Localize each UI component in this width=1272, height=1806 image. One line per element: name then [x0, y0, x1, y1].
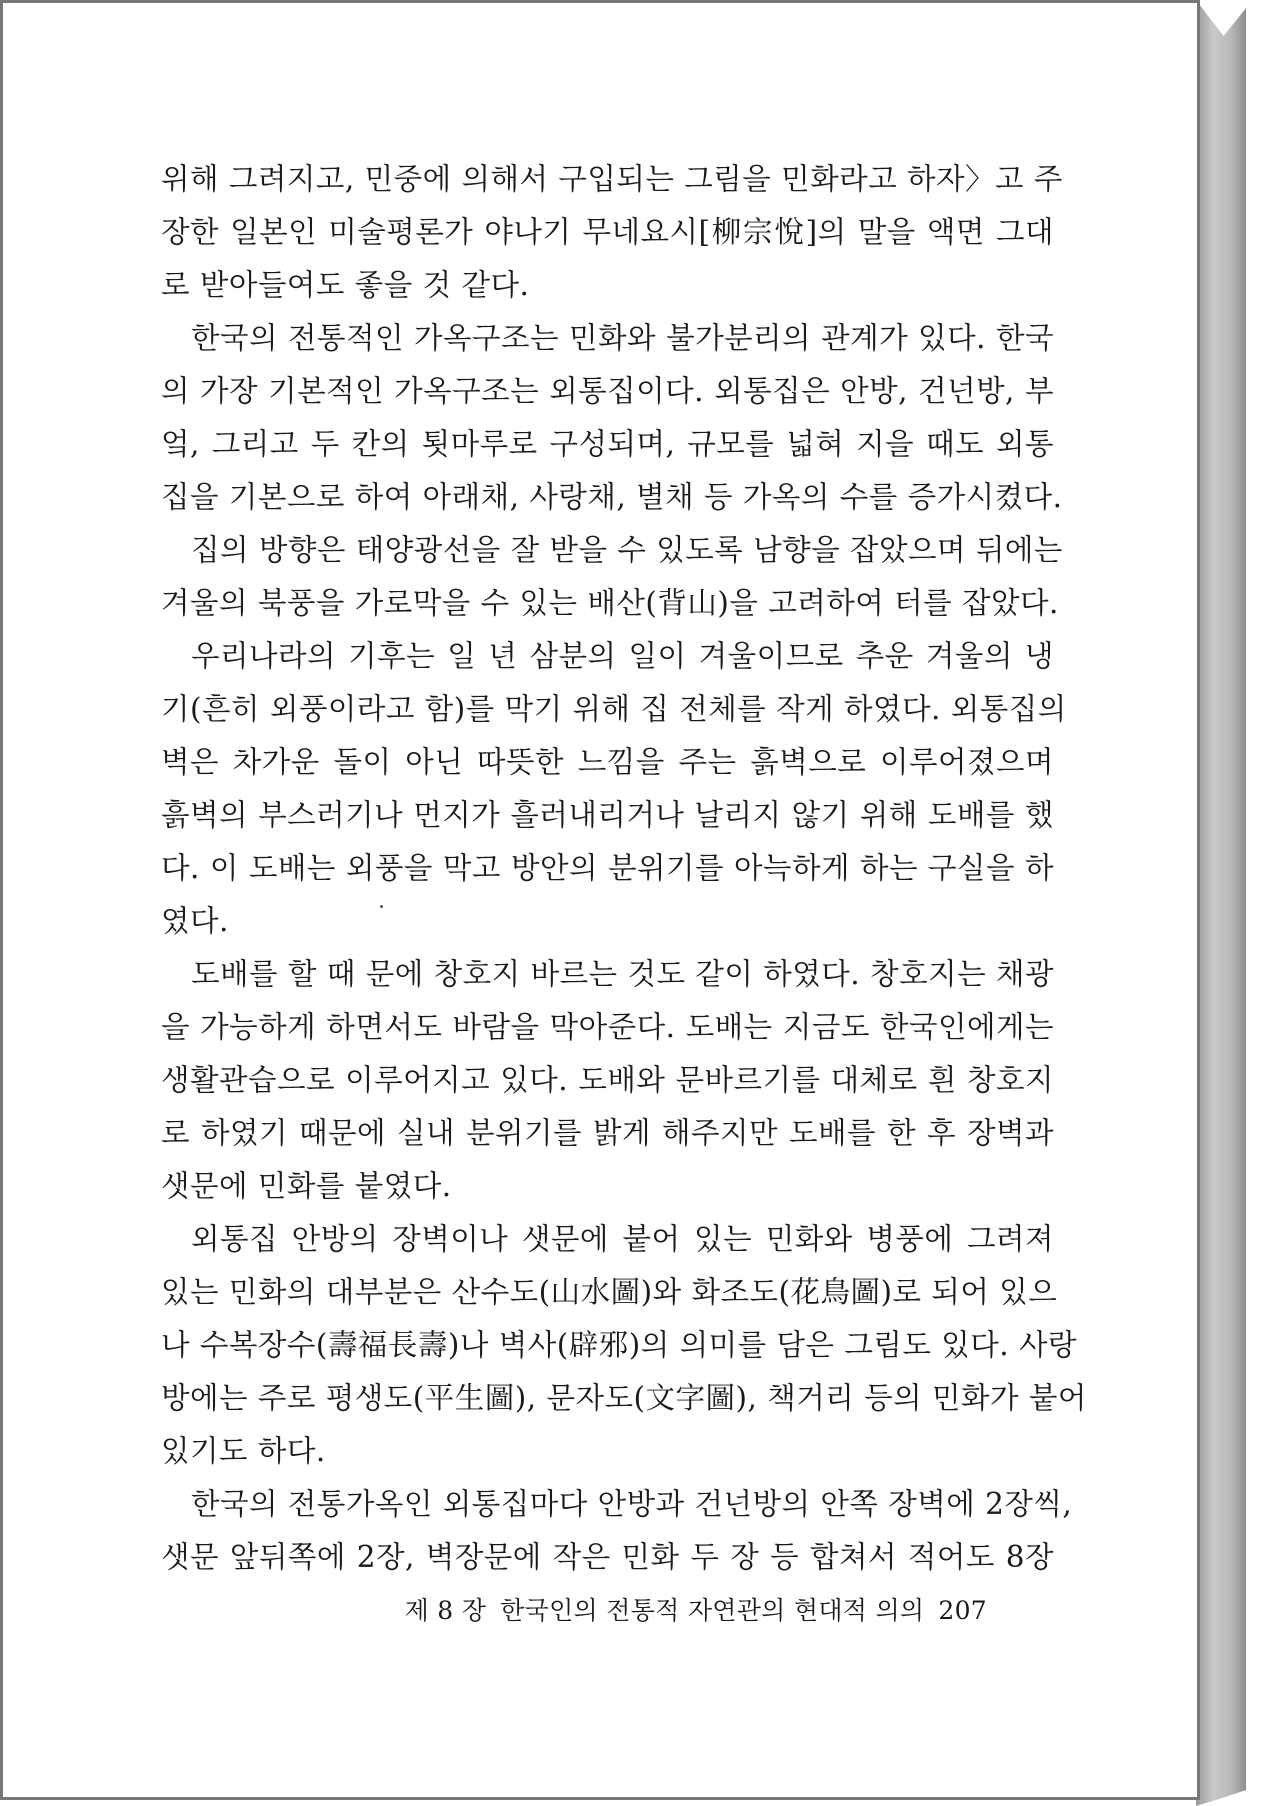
text-line: 로 받아들여도 좋을 것 같다. [161, 268, 530, 302]
text-line: 을 가능하게 하면서도 바람을 막아준다. 도배는 지금도 한국인에게는 [161, 1010, 1054, 1044]
text-line: 장한 일본인 미술평론가 야나기 무네요시[柳宗悅]의 말을 액면 그대 [161, 215, 1054, 249]
text-line: 있기도 하다. [161, 1434, 326, 1468]
paragraph-first-line: 한국의 전통적인 가옥구조는 민화와 불가분리의 관계가 있다. 한국 [191, 321, 1054, 355]
running-footer [391, 1591, 987, 1627]
page-body [161, 153, 1087, 1584]
text-line: 샛문 앞뒤쪽에 2장, 벽장문에 작은 민화 두 장 등 합쳐서 적어도 8장 [161, 1540, 1054, 1574]
text-line: 나 수복장수(壽福長壽)나 벽사(辟邪)의 의미를 담은 그림도 있다. 사랑 [161, 1328, 1077, 1362]
text-line: 기(흔히 외풍이라고 함)를 막기 위해 집 전체를 작게 하였다. 외통집의 [161, 692, 1067, 726]
paragraph-first-line: 한국의 전통가옥인 외통집마다 안방과 건넌방의 안쪽 장벽에 2장씩, [191, 1487, 1073, 1521]
book-page-edge [1196, 0, 1246, 1806]
chapter-label: 제 8 장 [404, 1596, 487, 1625]
text-line: 생활관습으로 이루어지고 있다. 도배와 문바르기를 대체로 흰 창호지 [161, 1063, 1054, 1097]
text-line: 겨울의 북풍을 가로막을 수 있는 배산(背山)을 고려하여 터를 잡았다. [161, 586, 1059, 620]
text-line: 있는 민화의 대부분은 산수도(山水圖)와 화조도(花鳥圖)로 되어 있으 [161, 1275, 1058, 1309]
page-number: 207 [938, 1596, 987, 1625]
text-line: 방에는 주로 평생도(平生圖), 문자도(文字圖), 책거리 등의 민화가 붙어 [161, 1381, 1087, 1415]
text-line: 집을 기본으로 하여 아래채, 사랑채, 별채 등 가옥의 수를 증가시켰다. [161, 480, 1063, 514]
paragraph-first-line: 외통집 안방의 장벽이나 샛문에 붙어 있는 민화와 병풍에 그려져 [191, 1222, 1054, 1256]
text-line: 로 하였기 때문에 실내 분위기를 밝게 해주지만 도배를 한 후 장벽과 [161, 1116, 1054, 1150]
text-line: 위해 그려지고, 민중에 의해서 구입되는 그림을 민화라고 하자〉고 주 [161, 162, 1063, 196]
text-line: 엌, 그리고 두 칸의 툇마루로 구성되며, 규모를 넓혀 지을 때도 외통 [161, 427, 1054, 461]
text-line: 벽은 차가운 돌이 아닌 따뜻한 느낌을 주는 흙벽으로 이루어졌으며 [161, 745, 1054, 779]
scan-speck [380, 905, 383, 908]
paragraph-first-line: 우리나라의 기후는 일 년 삼분의 일이 겨울이므로 추운 겨울의 냉 [191, 639, 1054, 673]
text-line: 흙벽의 부스러기나 먼지가 흘러내리거나 날리지 않기 위해 도배를 했 [161, 798, 1054, 832]
text-line: 였다. [161, 904, 229, 938]
paragraph-first-line: 도배를 할 때 문에 창호지 바르는 것도 같이 하였다. 창호지는 채광 [191, 957, 1054, 991]
text-line: 의 가장 기본적인 가옥구조는 외통집이다. 외통집은 안방, 건넌방, 부 [161, 374, 1054, 408]
chapter-title: 한국인의 전통적 자연관의 현대적 의의 [500, 1596, 925, 1625]
text-line: 샛문에 민화를 붙였다. [161, 1169, 452, 1203]
paragraph-first-line: 집의 방향은 태양광선을 잘 받을 수 있도록 남향을 잡았으며 뒤에는 [191, 533, 1063, 567]
text-line: 다. 이 도배는 외풍을 막고 방안의 분위기를 아늑하게 하는 구실을 하 [161, 851, 1054, 885]
